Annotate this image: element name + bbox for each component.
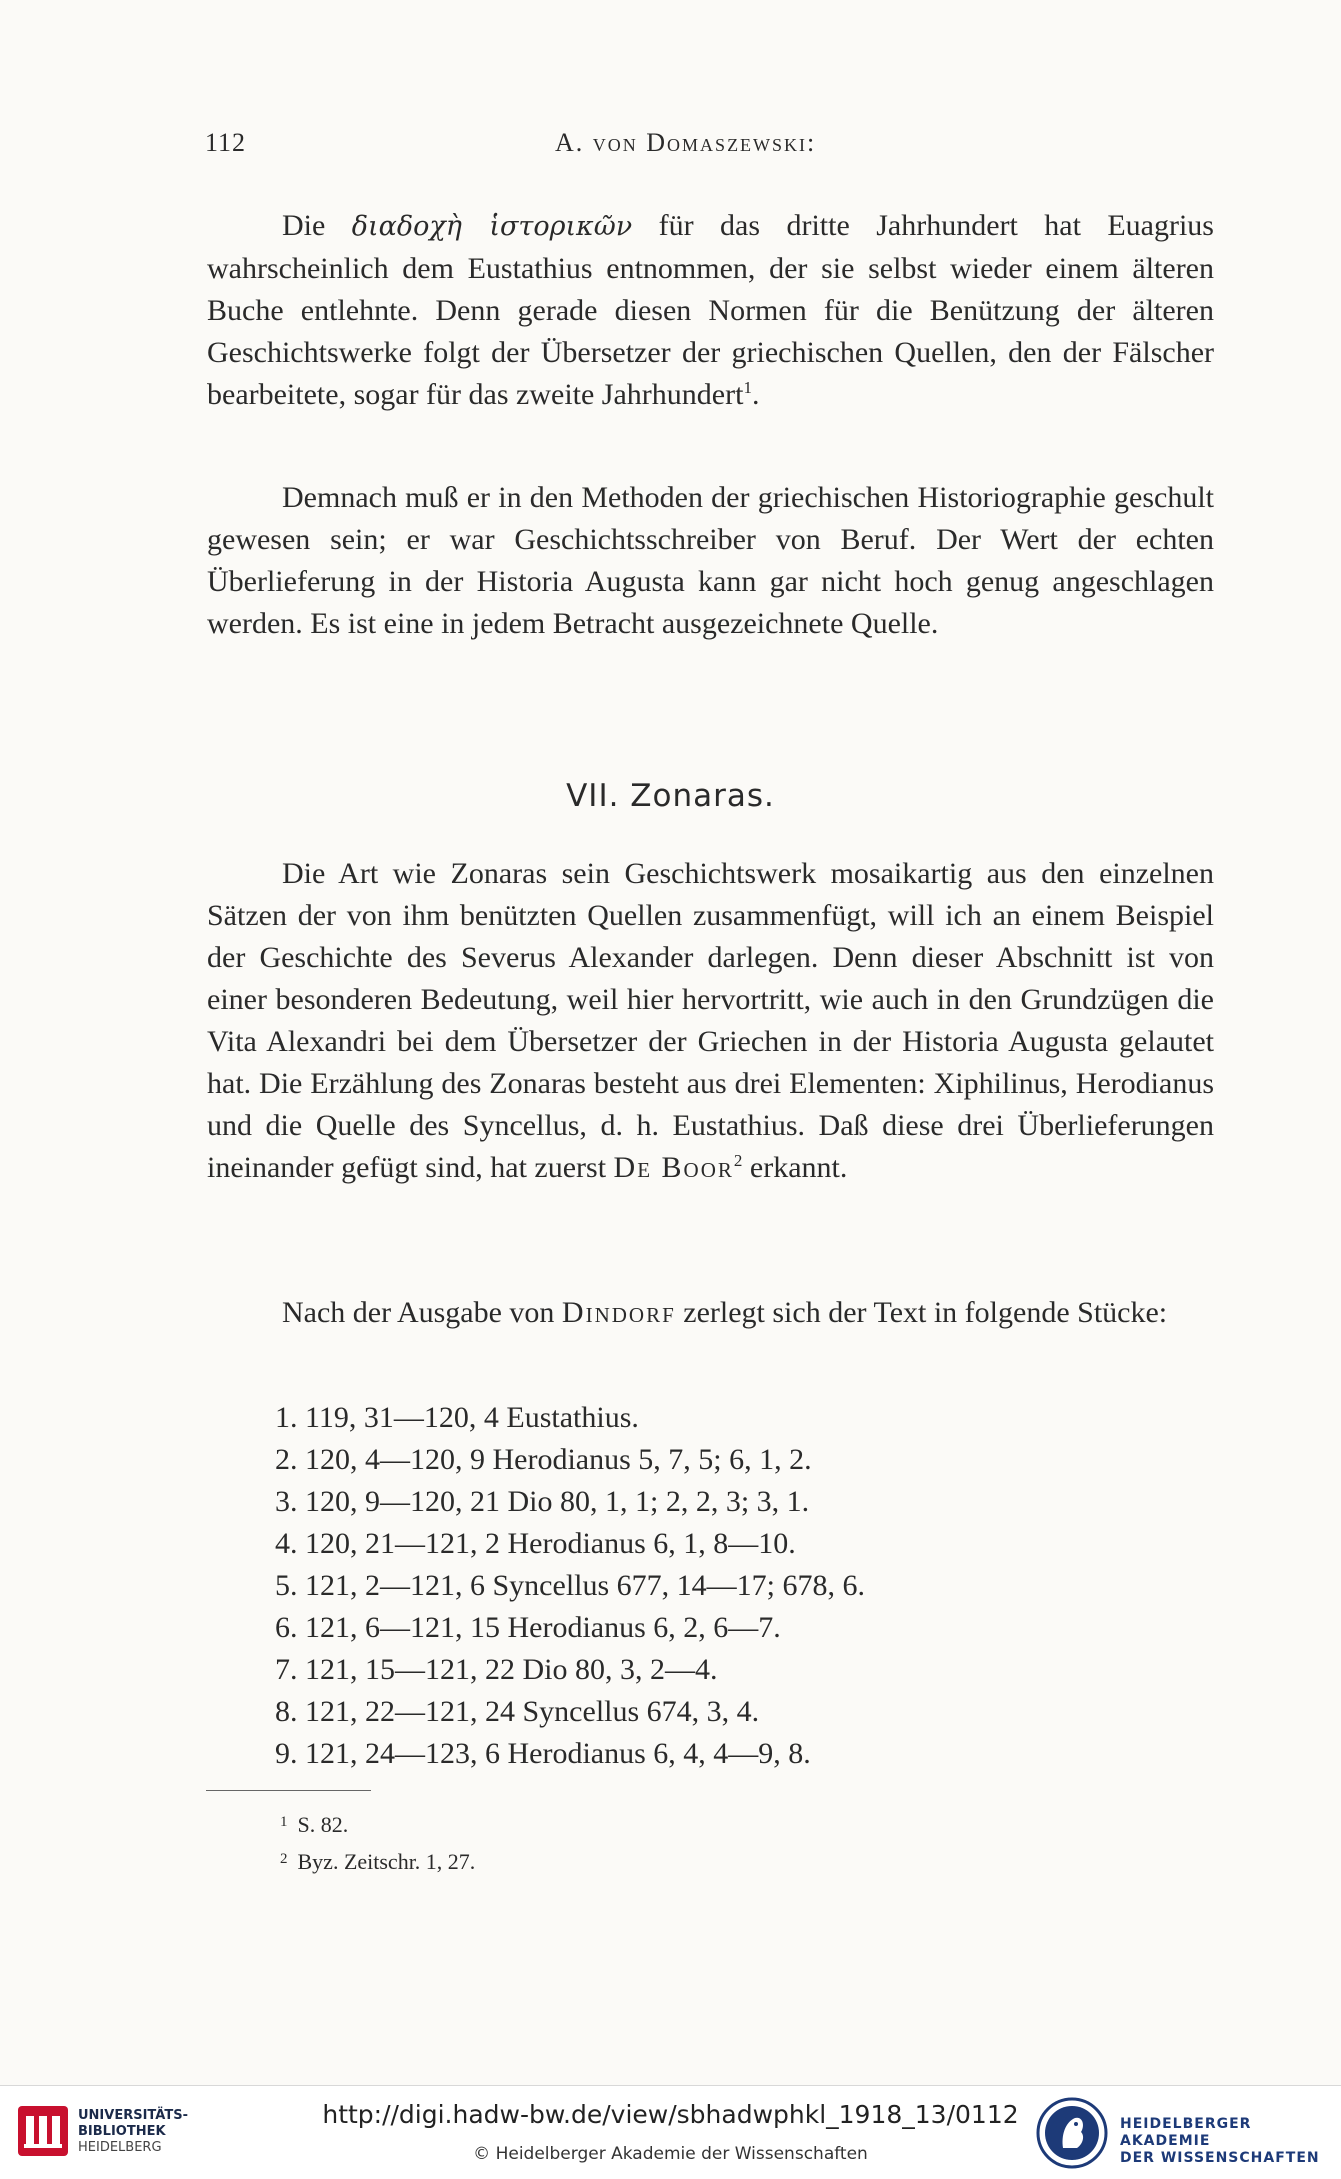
paragraph-text: erkannt. (742, 1151, 848, 1184)
permalink-url[interactable]: http://digi.hadw-bw.de/view/sbhadwphkl_1918_13/0112 (322, 2100, 1019, 2129)
paragraph-text: Die Art wie Zonaras sein Geschichtswerk mosaikartig aus den einzelnen Sätzen der von ihm benützten Quellen zusammenfügt, will ich an einem Beispiel der Geschichte des Severus Alexander darlegen. Denn dieser Abschnitt ist von einer besonderen Bedeutung, weil hier hervortritt, wie auch in den Grundzügen die Vita Alexandri bei dem Übersetzer der Griechen in der Historia Augusta gelautet hat. Die Erzählung des Zonaras besteht aus drei Elementen: Xiphilinus, Herodianus und die Quelle des Syncellus, d. h. Eustathius. Daß diese drei Überlieferungen ineinander gefügt sind, hat zuerst (207, 857, 1214, 1184)
list-item: 5. 121, 2—121, 6 Syncellus 677, 14—17; 678, 6. (275, 1569, 865, 1602)
footnote-ref-2[interactable]: 2 (733, 1151, 743, 1170)
paragraph-text: . (751, 378, 760, 411)
footnote (280, 1808, 475, 1845)
list-item: 4. 120, 21—121, 2 Herodianus 6, 1, 8—10. (275, 1527, 796, 1560)
paragraph-3 (207, 853, 1214, 1189)
footnote-divider (206, 1790, 371, 1791)
list-item: 2. 120, 4—120, 9 Herodianus 5, 7, 5; 6, 1, 2. (275, 1443, 812, 1476)
footnote-text: Byz. Zeitschr. 1, 27. (297, 1849, 476, 1874)
page-number: 112 (205, 128, 247, 157)
list-item: 3. 120, 9—120, 21 Dio 80, 1, 1; 2, 2, 3; 3, 1. (275, 1485, 810, 1518)
paragraph-text: Nach der Ausgabe von (282, 1296, 562, 1329)
academy-seal-icon[interactable] (1035, 2096, 1109, 2170)
footnote-mark: 1 (280, 1814, 288, 1830)
logo-text-line: DER WISSENSCHAFTEN (1120, 2150, 1320, 2166)
author-name: Dindorf (561, 1296, 676, 1329)
copyright-notice: © Heidelberger Akademie der Wissenschaften (473, 2144, 868, 2164)
list-item: 8. 121, 22—121, 24 Syncellus 674, 3, 4. (275, 1695, 760, 1728)
footnote-mark: 2 (280, 1851, 288, 1867)
list-item: 9. 121, 24—123, 6 Herodianus 6, 4, 4—9, 8. (275, 1737, 811, 1770)
author-name: De Boor (613, 1151, 734, 1184)
logo-text-line: HEIDELBERG (78, 2140, 162, 2155)
section-heading: VII. Zonaras. (566, 778, 775, 814)
paragraph-4 (207, 1292, 1214, 1334)
paragraph-text: Demnach muß er in den Methoden der griechischen Historiographie geschult gewesen sein; er war Geschichtsschreiber von Beruf. Der Wert der echten Überlieferung in der Historia Augusta kann gar nicht hoch genug angeschlagen werden. Es ist eine in jedem Betracht ausgezeichnete Quelle. (207, 481, 1214, 640)
paragraph-1 (207, 205, 1214, 416)
logo-text-line: BIBLIOTHEK (78, 2124, 166, 2139)
list-item: 6. 121, 6—121, 15 Herodianus 6, 2, 6—7. (275, 1611, 781, 1644)
paragraph-2 (207, 477, 1214, 645)
source-list (275, 1397, 865, 1775)
logo-text-line: UNIVERSITÄTS- (78, 2108, 188, 2123)
greek-phrase: διαδοχὴ ἱστορικῶν (351, 211, 633, 242)
paragraph-text: für das dritte Jahrhundert hat Euagrius wahrscheinlich dem Eustathius entnommen, der sie selbst wieder einem älteren Buche entlehnte. Denn gerade diesen Normen für die Benützung der älteren Geschichtswerke folgt der Übersetzer der griechischen Quellen, den der Fälscher bearbeitete, sogar für das zweite Jahrhundert (207, 209, 1214, 411)
footnote (280, 1845, 475, 1882)
academy-name[interactable] (1120, 2116, 1341, 2167)
list-item: 1. 119, 31—120, 4 Eustathius. (275, 1401, 639, 1434)
paragraph-text: Die (282, 209, 352, 242)
logo-text-line: HEIDELBERGER AKADEMIE (1120, 2116, 1252, 2149)
footnote-text: S. 82. (297, 1812, 349, 1837)
running-head: A. von Domaszewski: (555, 128, 817, 157)
list-item: 7. 121, 15—121, 22 Dio 80, 3, 2—4. (275, 1653, 718, 1686)
paragraph-text: zerlegt sich der Text in folgende Stücke: (675, 1296, 1168, 1329)
footnotes (280, 1808, 475, 1882)
viewer-footer (0, 2085, 1341, 2179)
footnote-ref-1[interactable]: 1 (743, 378, 752, 397)
